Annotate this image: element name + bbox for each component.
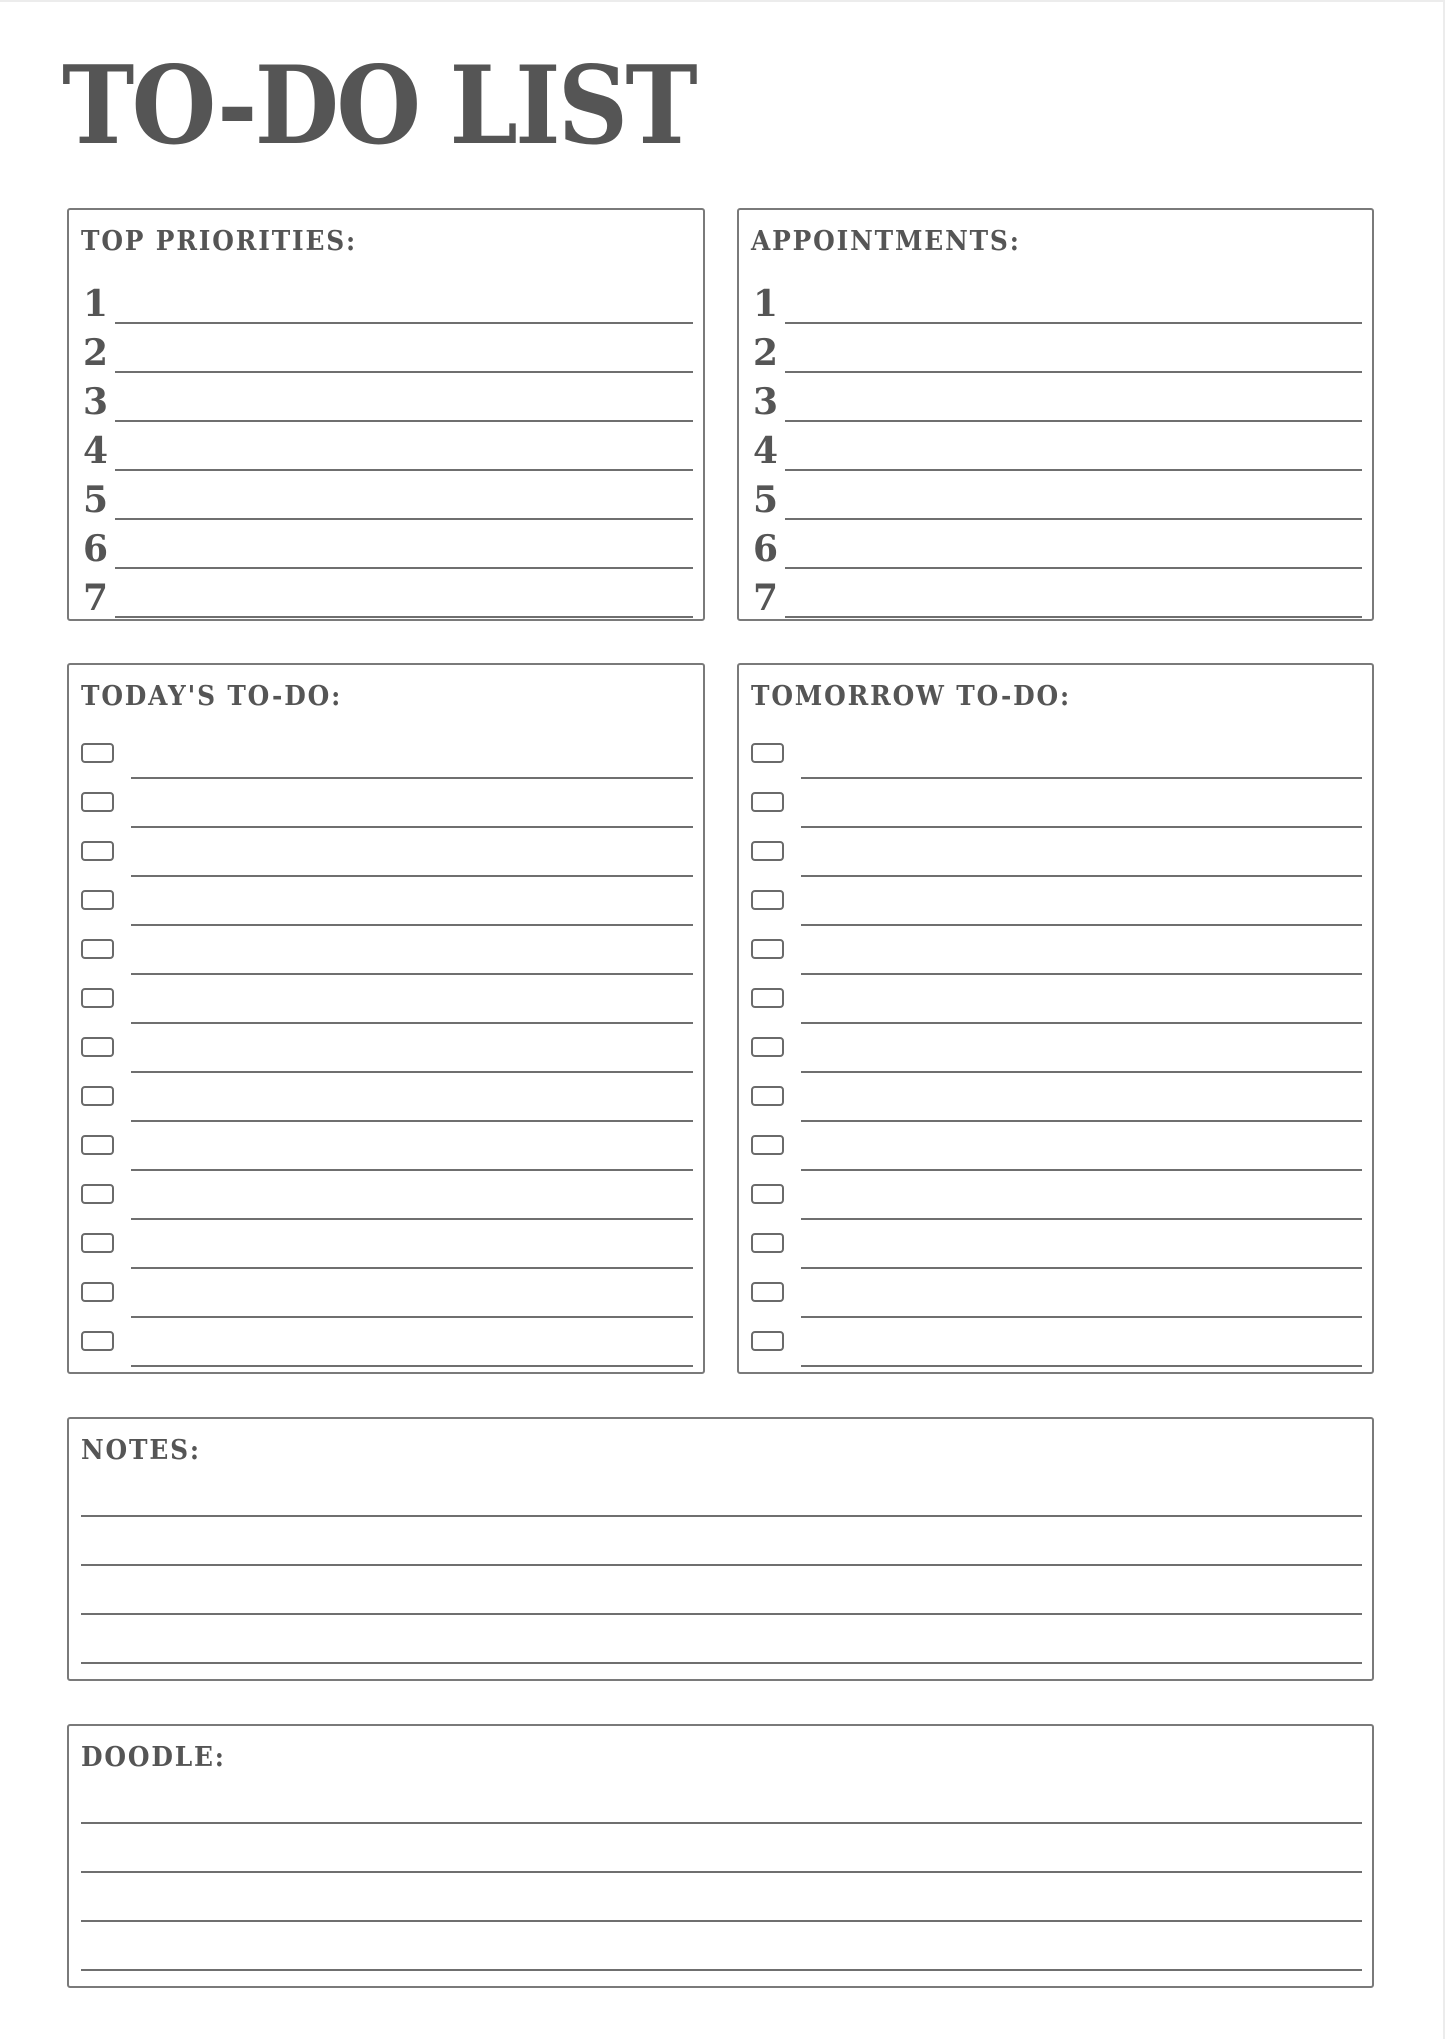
notes-write-line[interactable] [81,1515,1362,1517]
today-todo-write-line[interactable] [131,1169,693,1171]
tomorrow-todo-item[interactable] [739,927,1372,975]
doodle-heading: DOODLE: [81,1742,226,1773]
tomorrow-todo-checkbox[interactable] [751,1135,784,1155]
tomorrow-todo-checkbox[interactable] [751,1233,784,1253]
tomorrow-todo-write-line[interactable] [801,924,1362,926]
tomorrow-todo-checkbox[interactable] [751,890,784,910]
appointment-row[interactable] [739,374,1372,422]
tomorrow-todo-panel [737,663,1374,1374]
priority-write-line[interactable] [115,420,693,422]
priority-write-line[interactable] [115,518,693,520]
doodle-write-line[interactable] [81,1969,1362,1971]
today-todo-checkbox[interactable] [81,841,114,861]
appointment-row[interactable] [739,521,1372,569]
tomorrow-todo-checkbox[interactable] [751,841,784,861]
today-todo-item[interactable] [69,829,703,877]
tomorrow-todo-item[interactable] [739,1025,1372,1073]
tomorrow-todo-checkbox[interactable] [751,792,784,812]
top-priorities-heading: TOP PRIORITIES: [81,226,358,257]
appointment-number: 6 [753,528,779,570]
priority-row[interactable] [69,276,703,324]
tomorrow-todo-checkbox[interactable] [751,1331,784,1351]
priority-row[interactable] [69,374,703,422]
today-todo-write-line[interactable] [131,875,693,877]
tomorrow-todo-checkbox[interactable] [751,1282,784,1302]
tomorrow-todo-checkbox[interactable] [751,939,784,959]
notes-write-line[interactable] [81,1613,1362,1615]
appointment-write-line[interactable] [785,616,1362,618]
today-todo-item[interactable] [69,927,703,975]
tomorrow-todo-item[interactable] [739,1221,1372,1269]
doodle-write-line[interactable] [81,1822,1362,1824]
appointment-write-line[interactable] [785,518,1362,520]
doodle-panel [67,1724,1374,1988]
tomorrow-todo-item[interactable] [739,976,1372,1024]
priority-number: 5 [83,479,109,521]
today-todo-write-line[interactable] [131,1316,693,1318]
todays-todo-panel [67,663,705,1374]
today-todo-item[interactable] [69,1123,703,1171]
priority-number: 6 [83,528,109,570]
priority-number: 1 [83,283,109,325]
today-todo-checkbox[interactable] [81,743,114,763]
appointment-number: 5 [753,479,779,521]
today-todo-write-line[interactable] [131,1071,693,1073]
today-todo-write-line[interactable] [131,777,693,779]
priority-write-line[interactable] [115,567,693,569]
tomorrow-todo-checkbox[interactable] [751,1086,784,1106]
today-todo-item[interactable] [69,976,703,1024]
priority-number: 2 [83,332,109,374]
tomorrow-todo-write-line[interactable] [801,826,1362,828]
priority-number: 4 [83,430,109,472]
appointment-number: 4 [753,430,779,472]
tomorrow-todo-write-line[interactable] [801,875,1362,877]
notes-heading: NOTES: [81,1435,201,1466]
today-todo-checkbox[interactable] [81,988,114,1008]
today-todo-write-line[interactable] [131,1365,693,1367]
priority-write-line[interactable] [115,616,693,618]
tomorrow-todo-write-line[interactable] [801,1022,1362,1024]
today-todo-checkbox[interactable] [81,1184,114,1204]
appointment-row[interactable] [739,325,1372,373]
appointment-write-line[interactable] [785,371,1362,373]
appointment-write-line[interactable] [785,469,1362,471]
priority-number: 7 [83,577,109,619]
tomorrow-todo-item[interactable] [739,1074,1372,1122]
tomorrow-todo-item[interactable] [739,829,1372,877]
today-todo-checkbox[interactable] [81,1282,114,1302]
today-todo-item[interactable] [69,1025,703,1073]
tomorrow-todo-write-line[interactable] [801,1267,1362,1269]
todays-todo-heading: TODAY'S TO-DO: [81,681,343,712]
today-todo-write-line[interactable] [131,826,693,828]
tomorrow-todo-item[interactable] [739,780,1372,828]
tomorrow-todo-write-line[interactable] [801,1218,1362,1220]
tomorrow-todo-write-line[interactable] [801,1316,1362,1318]
today-todo-write-line[interactable] [131,973,693,975]
priority-write-line[interactable] [115,469,693,471]
tomorrow-todo-item[interactable] [739,878,1372,926]
today-todo-item[interactable] [69,780,703,828]
notes-write-line[interactable] [81,1564,1362,1566]
today-todo-checkbox[interactable] [81,1331,114,1351]
appointments-heading: APPOINTMENTS: [751,226,1021,257]
priority-write-line[interactable] [115,371,693,373]
today-todo-checkbox[interactable] [81,792,114,812]
appointment-number: 7 [753,577,779,619]
today-todo-write-line[interactable] [131,924,693,926]
today-todo-item[interactable] [69,1270,703,1318]
tomorrow-todo-item[interactable] [739,1270,1372,1318]
page-title: TO-DO LIST [62,43,696,169]
today-todo-checkbox[interactable] [81,1233,114,1253]
notes-write-line[interactable] [81,1662,1362,1664]
top-priorities-panel [67,208,705,621]
appointment-write-line[interactable] [785,322,1362,324]
tomorrow-todo-item[interactable] [739,731,1372,779]
tomorrow-todo-item[interactable] [739,1172,1372,1220]
tomorrow-todo-checkbox[interactable] [751,988,784,1008]
today-todo-write-line[interactable] [131,1267,693,1269]
appointment-number: 3 [753,381,779,423]
doodle-write-line[interactable] [81,1871,1362,1873]
today-todo-write-line[interactable] [131,1218,693,1220]
notes-panel [67,1417,1374,1681]
today-todo-write-line[interactable] [131,1120,693,1122]
today-todo-item[interactable] [69,731,703,779]
tomorrow-todo-write-line[interactable] [801,777,1362,779]
priority-number: 3 [83,381,109,423]
appointments-panel [737,208,1374,621]
today-todo-checkbox[interactable] [81,1037,114,1057]
tomorrow-todo-checkbox[interactable] [751,1037,784,1057]
appointment-row[interactable] [739,472,1372,520]
priority-write-line[interactable] [115,322,693,324]
appointment-row[interactable] [739,570,1372,618]
appointment-write-line[interactable] [785,420,1362,422]
tomorrow-todo-write-line[interactable] [801,1120,1362,1122]
priority-row[interactable] [69,472,703,520]
tomorrow-todo-item[interactable] [739,1123,1372,1171]
priority-row[interactable] [69,325,703,373]
tomorrow-todo-write-line[interactable] [801,1071,1362,1073]
appointment-write-line[interactable] [785,567,1362,569]
today-todo-write-line[interactable] [131,1022,693,1024]
today-todo-checkbox[interactable] [81,939,114,959]
tomorrow-todo-item[interactable] [739,1319,1372,1367]
tomorrow-todo-write-line[interactable] [801,1365,1362,1367]
today-todo-item[interactable] [69,1221,703,1269]
today-todo-item[interactable] [69,1319,703,1367]
tomorrow-todo-write-line[interactable] [801,973,1362,975]
today-todo-item[interactable] [69,1172,703,1220]
appointment-number: 1 [753,283,779,325]
priority-row[interactable] [69,521,703,569]
appointment-number: 2 [753,332,779,374]
tomorrow-todo-write-line[interactable] [801,1169,1362,1171]
appointment-row[interactable] [739,276,1372,324]
tomorrow-todo-heading: TOMORROW TO-DO: [751,681,1072,712]
priority-row[interactable] [69,423,703,471]
today-todo-item[interactable] [69,878,703,926]
today-todo-checkbox[interactable] [81,1086,114,1106]
today-todo-item[interactable] [69,1074,703,1122]
tomorrow-todo-checkbox[interactable] [751,743,784,763]
appointment-row[interactable] [739,423,1372,471]
today-todo-checkbox[interactable] [81,1135,114,1155]
doodle-write-line[interactable] [81,1920,1362,1922]
priority-row[interactable] [69,570,703,618]
tomorrow-todo-checkbox[interactable] [751,1184,784,1204]
today-todo-checkbox[interactable] [81,890,114,910]
